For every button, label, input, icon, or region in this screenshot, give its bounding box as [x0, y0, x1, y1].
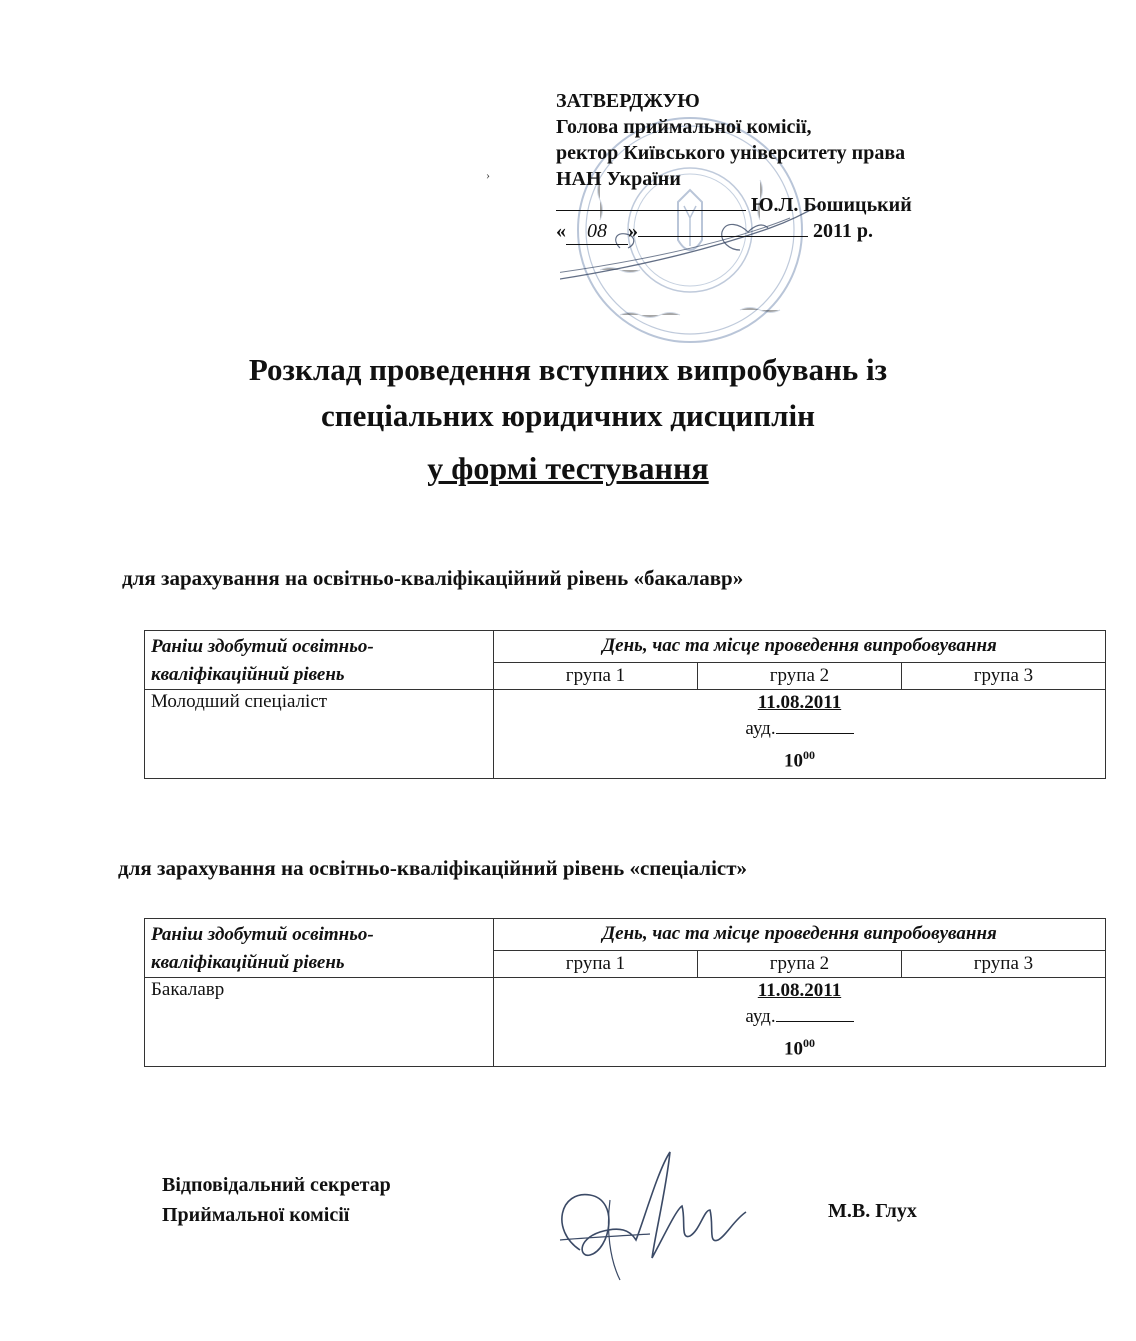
footer-position-line-1: Відповідальний секретар	[162, 1174, 391, 1196]
auditorium	[500, 1004, 1099, 1030]
row-schedule	[494, 690, 1106, 779]
exam-time-minutes: 00	[803, 748, 815, 762]
header-date-time-place: День, час та місце проведення випробовування	[494, 919, 1106, 951]
auditorium	[500, 716, 1099, 742]
document-title-line-1: Розклад проведення вступних випробувань із	[248, 352, 888, 387]
row-schedule	[494, 978, 1106, 1067]
group-3-header: група 3	[901, 662, 1105, 689]
exam-time-minutes: 00	[803, 1036, 815, 1050]
group-1-header: група 1	[494, 662, 698, 689]
row-prior-level: Молодший спеціаліст	[145, 690, 494, 779]
header-prior-level	[145, 631, 494, 690]
approval-signatory-line	[556, 192, 912, 218]
auditorium-label: ауд.	[745, 718, 776, 739]
approval-block	[556, 88, 912, 245]
auditorium-blank	[776, 733, 854, 734]
date-close-quote: »	[628, 220, 638, 242]
exam-time	[500, 1030, 1099, 1062]
document-title-line-2: спеціальних юридичних дисциплін	[321, 398, 815, 433]
header-prior-level-line-2: кваліфікаційний рівень	[151, 664, 345, 685]
footer-position-line-2: Приймальної комісії	[162, 1204, 350, 1226]
approval-heading: ЗАТВЕРДЖУЮ	[556, 90, 700, 112]
auditorium-blank	[776, 1021, 854, 1022]
exam-date: 11.08.2011	[757, 980, 842, 1001]
signature-blank	[556, 210, 746, 211]
row-prior-level: Бакалавр	[145, 978, 494, 1067]
header-prior-level	[145, 919, 494, 978]
schedule-table-specialist	[144, 918, 1106, 1067]
handwritten-signature	[540, 1140, 760, 1295]
section-heading-bachelor: для зарахування на освітньо-кваліфікаційний рівень «бакалавр»	[122, 566, 744, 590]
approval-signatory: Ю.Л. Бошицький	[751, 194, 912, 216]
approval-line-1: Голова приймальної комісії,	[556, 116, 812, 138]
footer-name: М.В. Глух	[828, 1200, 917, 1222]
exam-date: 11.08.2011	[757, 692, 842, 713]
approval-date-line	[556, 218, 912, 245]
group-3-header: група 3	[901, 950, 1105, 977]
date-open-quote: «	[556, 220, 566, 242]
date-day: 08	[566, 218, 628, 245]
group-2-header: група 2	[697, 662, 901, 689]
stray-mark: ›	[486, 168, 490, 182]
group-1-header: група 1	[494, 950, 698, 977]
exam-time-hours: 10	[784, 1038, 803, 1060]
schedule-table-bachelor	[144, 630, 1106, 779]
header-prior-level-line-2: кваліфікаційний рівень	[151, 952, 345, 973]
group-2-header: група 2	[697, 950, 901, 977]
header-date-time-place: День, час та місце проведення випробовування	[494, 631, 1106, 663]
date-month-blank	[638, 236, 808, 237]
exam-time-hours: 10	[784, 750, 803, 772]
document-title-line-3: у формі тестування	[427, 450, 709, 486]
section-heading-specialist: для зарахування на освітньо-кваліфікаційний рівень «спеціаліст»	[118, 856, 748, 880]
header-prior-level-line-1: Раніш здобутий освітньо-	[151, 924, 374, 945]
date-year: 2011 р.	[813, 220, 874, 242]
header-prior-level-line-1: Раніш здобутий освітньо-	[151, 636, 374, 657]
auditorium-label: ауд.	[745, 1006, 776, 1027]
approval-line-2: ректор Київського університету права	[556, 142, 906, 164]
footer-position	[162, 1170, 391, 1230]
approval-line-3: НАН України	[556, 168, 681, 190]
exam-time	[500, 742, 1099, 774]
